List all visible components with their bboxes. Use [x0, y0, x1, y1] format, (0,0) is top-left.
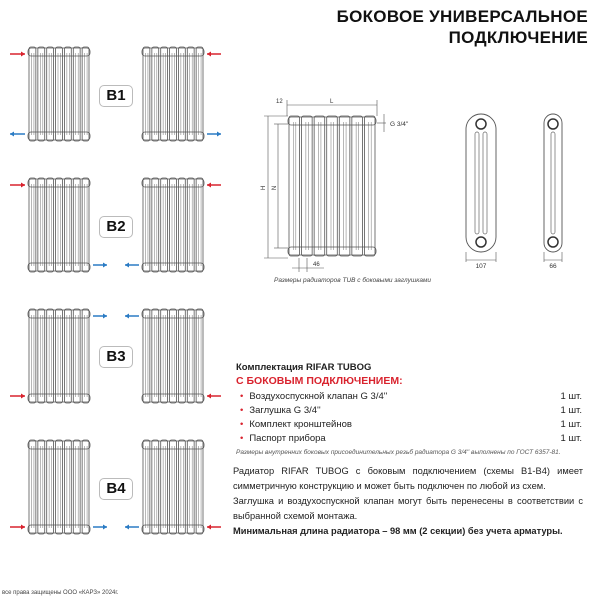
- arrow-head: [207, 525, 211, 530]
- return-arrow: [10, 132, 25, 137]
- arrow-head: [103, 263, 107, 268]
- radiator-section: [178, 47, 185, 141]
- radiator-section: [64, 178, 71, 272]
- description-p2: Заглушка и воздухоспускной клапан могут быть перенесены в соответствии с выбранной схемой монтажа.: [233, 496, 583, 521]
- radiator-section: [170, 440, 177, 534]
- drawing-caption: Размеры радиаторов TUB с боковыми заглушками: [274, 277, 432, 284]
- dim-12-label: 12: [276, 99, 283, 105]
- dim-46-label: 46: [313, 262, 320, 268]
- radiator-section: [143, 47, 150, 141]
- radiator-section: [161, 440, 168, 534]
- radiator-section: [161, 47, 168, 141]
- item-qty: 1 шт.: [560, 419, 582, 430]
- supply-arrow: [207, 394, 221, 399]
- scheme-label-b2: B2: [99, 216, 133, 238]
- return-arrow: [125, 263, 139, 268]
- copyright: все права защищены ООО «КАРЗ» 2024г.: [2, 590, 119, 596]
- radiator-section: [152, 47, 159, 141]
- supply-arrow: [10, 394, 25, 399]
- radiator-section: [73, 178, 80, 272]
- return-arrow: [125, 314, 139, 319]
- radiator-section: [56, 178, 63, 272]
- radiator-section: [196, 440, 203, 534]
- side-body: [544, 114, 562, 252]
- radiator-section: [289, 116, 300, 256]
- radiator-section: [178, 440, 185, 534]
- radiator-section: [143, 178, 150, 272]
- radiator-section: [161, 178, 168, 272]
- list-item: [236, 432, 582, 446]
- scheme-label-b3: B3: [99, 346, 133, 368]
- side-body: [466, 114, 496, 252]
- radiator-section: [170, 178, 177, 272]
- radiator-left-1: [28, 47, 90, 141]
- radiator-section: [178, 309, 185, 403]
- radiator-section: [170, 309, 177, 403]
- radiator-left-2: [28, 178, 90, 272]
- list-item: [236, 418, 582, 432]
- kit-note: Размеры внутренних боковых присоединительных резьб радиатора G 3/4'' выполнены по ГОСТ 6357-81.: [236, 449, 561, 456]
- bullet-icon: •: [240, 405, 244, 416]
- return-arrow: [207, 132, 221, 137]
- arrow-head: [217, 132, 221, 137]
- radiator-section: [178, 178, 185, 272]
- thread-label: G 3/4'': [390, 121, 409, 128]
- radiator-section: [196, 178, 203, 272]
- description: [233, 464, 583, 539]
- radiator-section: [314, 116, 325, 256]
- scheme-label-b1: B1: [99, 85, 133, 107]
- bullet-icon: •: [240, 391, 244, 402]
- radiator-section: [64, 440, 71, 534]
- arrow-head: [21, 183, 25, 188]
- radiator-section: [47, 309, 54, 403]
- radiator-section: [161, 309, 168, 403]
- radiator-section: [82, 440, 89, 534]
- return-arrow: [125, 525, 139, 530]
- radiator-section: [143, 309, 150, 403]
- radiator-section: [196, 309, 203, 403]
- return-arrow: [93, 263, 107, 268]
- radiator-section: [352, 116, 363, 256]
- radiator-section: [29, 309, 36, 403]
- radiator-section: [64, 309, 71, 403]
- arrow-head: [125, 314, 129, 319]
- supply-arrow: [10, 52, 25, 57]
- radiator-section: [29, 47, 36, 141]
- supply-arrow: [10, 525, 25, 530]
- description-p1: Радиатор RIFAR TUBOG с боковым подключением (схемы В1-В4) имеет симметричную конструкцию и может быть подключен по любой из схем.: [233, 466, 583, 491]
- radiator-right-1: [142, 47, 204, 141]
- radiator-section: [82, 309, 89, 403]
- arrow-head: [103, 314, 107, 319]
- arrow-head: [207, 394, 211, 399]
- radiator-right-4: [142, 440, 204, 534]
- list-item: [236, 390, 582, 404]
- radiator-left-4: [28, 440, 90, 534]
- arrow-head: [207, 183, 211, 188]
- page-title: [337, 6, 588, 48]
- scheme-label-b4: B4: [99, 478, 133, 500]
- item-name: Заглушка G 3/4'': [249, 405, 321, 416]
- radiator-section: [47, 178, 54, 272]
- radiator-section: [143, 440, 150, 534]
- radiator-section: [187, 47, 194, 141]
- bullet-icon: •: [240, 419, 244, 430]
- radiator-section: [38, 309, 45, 403]
- radiator-section: [73, 309, 80, 403]
- arrow-head: [21, 52, 25, 57]
- radiator-section: [82, 47, 89, 141]
- radiator-section: [364, 116, 375, 256]
- arrow-head: [207, 52, 211, 57]
- arrow-head: [21, 394, 25, 399]
- radiator-section: [196, 47, 203, 141]
- arrow-head: [125, 263, 129, 268]
- radiator-section: [38, 440, 45, 534]
- supply-arrow: [207, 183, 221, 188]
- radiator-section: [152, 178, 159, 272]
- radiator-section: [152, 440, 159, 534]
- side-view-3-column-width-label: 107: [475, 263, 487, 270]
- kit-section: [236, 362, 582, 456]
- title-line-1: БОКОВОЕ УНИВЕРСАЛЬНОЕ: [336, 7, 588, 26]
- radiator-section: [187, 178, 194, 272]
- radiator-section: [38, 178, 45, 272]
- radiator-section: [29, 440, 36, 534]
- title-line-2: ПОДКЛЮЧЕНИЕ: [448, 28, 588, 47]
- radiator-left-3: [28, 309, 90, 403]
- description-p3: Минимальная длина радиатора – 98 мм (2 секции) без учета арматуры.: [233, 526, 563, 536]
- radiator-right-3: [142, 309, 204, 403]
- kit-list: [236, 390, 582, 446]
- radiator-section: [73, 440, 80, 534]
- radiator-section: [38, 47, 45, 141]
- dim-l-label: L: [330, 99, 334, 105]
- radiator-section: [64, 47, 71, 141]
- return-arrow: [93, 314, 107, 319]
- dim-h-label: H: [261, 185, 267, 191]
- arrow-head: [103, 525, 107, 530]
- radiator-section: [29, 178, 36, 272]
- radiator-section: [302, 116, 313, 256]
- supply-arrow: [207, 525, 221, 530]
- radiator-section: [82, 178, 89, 272]
- item-name: Воздухоспускной клапан G 3/4'': [249, 391, 388, 402]
- radiator-section: [56, 309, 63, 403]
- radiator-section: [339, 116, 350, 256]
- return-arrow: [93, 525, 107, 530]
- drawing-front-view: [288, 116, 376, 256]
- supply-arrow: [207, 52, 221, 57]
- dim-n-label: N: [272, 185, 278, 191]
- radiator-section: [170, 47, 177, 141]
- item-qty: 1 шт.: [560, 433, 582, 444]
- item-qty: 1 шт.: [560, 391, 582, 402]
- side-view-1-column-width-label: 66: [549, 263, 557, 270]
- radiator-section: [47, 47, 54, 141]
- radiator-section: [56, 47, 63, 141]
- radiator-section: [47, 440, 54, 534]
- side-view-1-column: [544, 114, 562, 262]
- radiator-section: [73, 47, 80, 141]
- radiator-section: [187, 440, 194, 534]
- radiator-right-2: [142, 178, 204, 272]
- list-item: [236, 404, 582, 418]
- kit-heading: Комплектация RIFAR TUBOG: [236, 362, 372, 373]
- radiator-section: [187, 309, 194, 403]
- item-name: Паспорт прибора: [249, 433, 326, 444]
- item-name: Комплект кронштейнов: [249, 419, 352, 430]
- radiator-section: [327, 116, 338, 256]
- radiator-section: [152, 309, 159, 403]
- arrow-head: [125, 525, 129, 530]
- radiator-section: [56, 440, 63, 534]
- arrow-head: [10, 132, 14, 137]
- supply-arrow: [10, 183, 25, 188]
- bullet-icon: •: [240, 433, 244, 444]
- arrow-head: [21, 525, 25, 530]
- side-view-3-column: [466, 114, 496, 262]
- item-qty: 1 шт.: [560, 405, 582, 416]
- kit-subheading: С БОКОВЫМ ПОДКЛЮЧЕНИЕМ:: [236, 375, 403, 387]
